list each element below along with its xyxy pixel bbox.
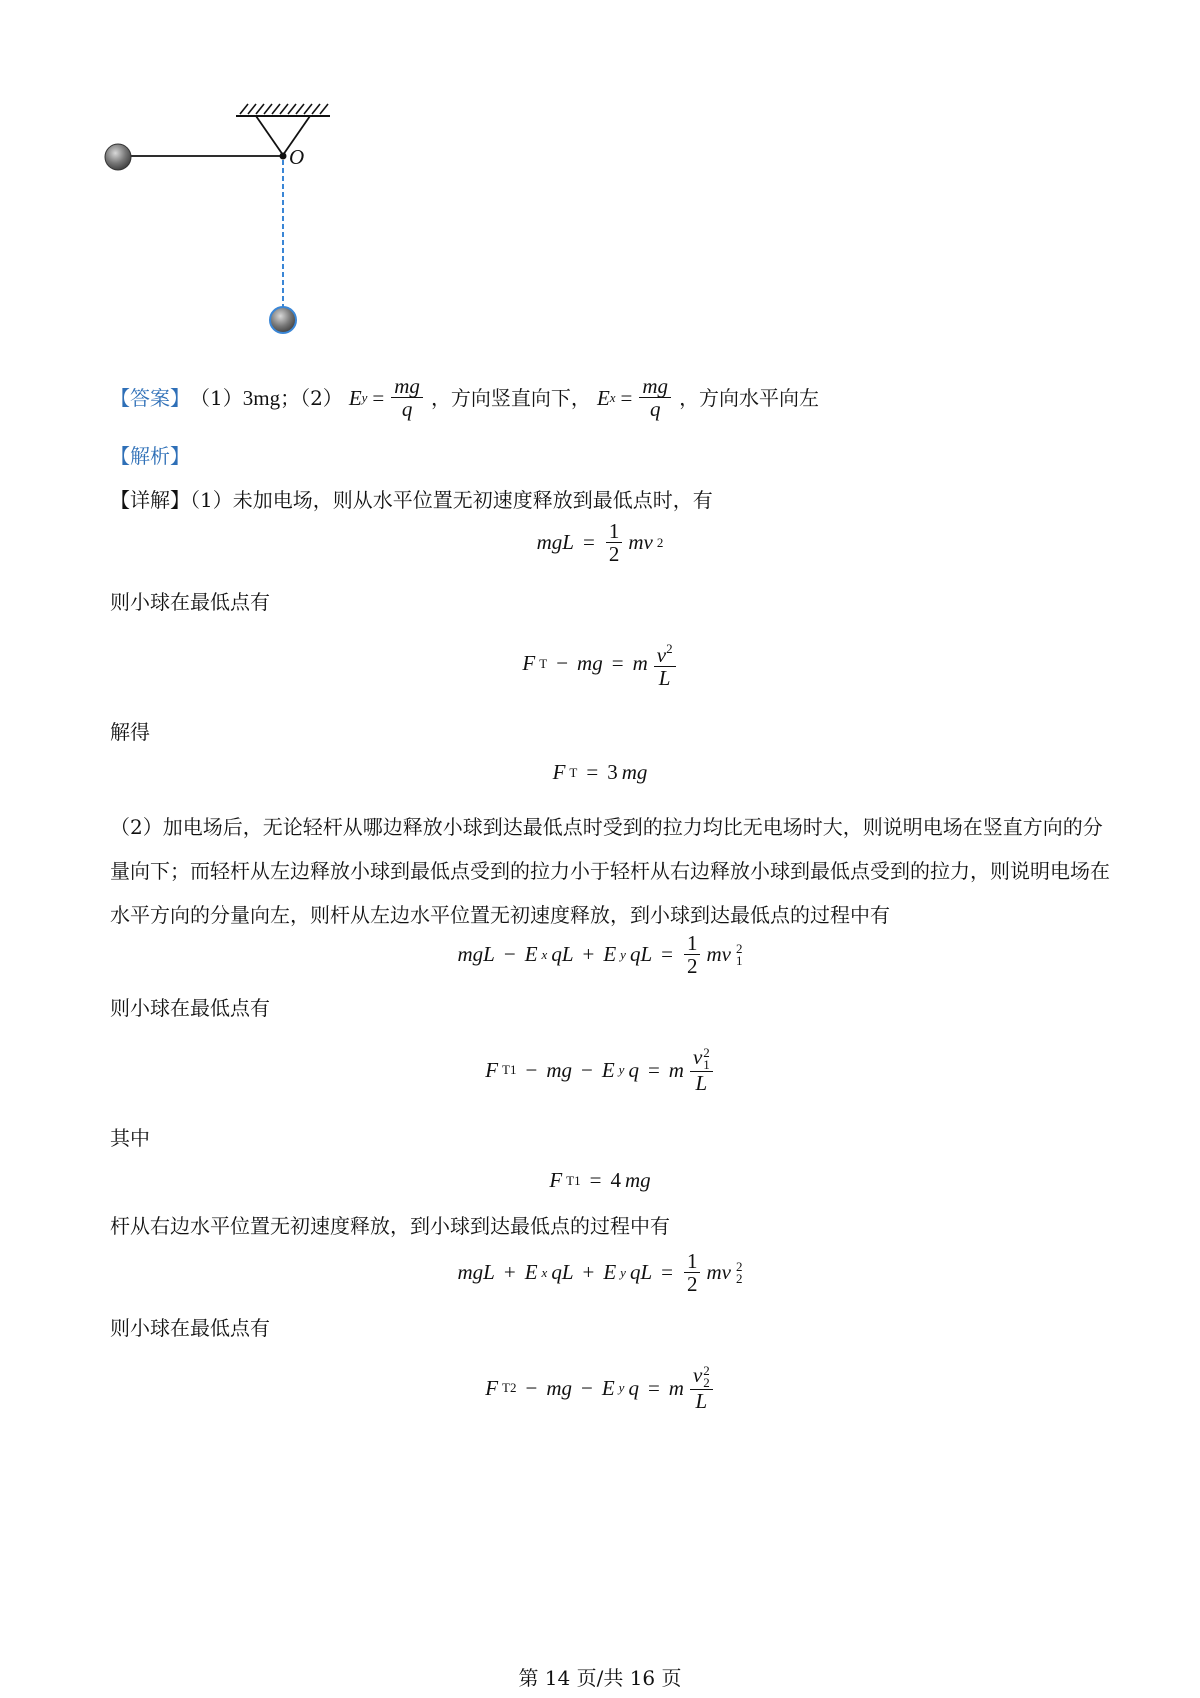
page-footer: 第 14 页/共 16 页: [518, 1666, 682, 1690]
detail-paragraph-3: 解得: [110, 720, 150, 744]
equation-result-1: F T = 3 mg: [552, 760, 648, 784]
equation-energy-2: mgL − E x qL + E y qL = $\frac{1}{2}$ mv 2 1: [457, 931, 743, 978]
answer-line: [110, 375, 1110, 420]
analysis-tag: 【解析】: [110, 444, 190, 468]
answer-separator: ；（2）: [280, 385, 343, 410]
answer-ex-direction: ，方向水平向左: [679, 385, 820, 410]
ball-left: [105, 144, 131, 170]
detail-p1-text: （1）未加电场，则从水平位置无初速度释放到最低点时，有: [190, 488, 713, 512]
equation-tension-1: F T − mg = m $\frac{v^2}{L}$: [0, 638, 1200, 689]
pendulum-diagram: [90, 90, 350, 350]
detail-paragraph-1: [110, 486, 1110, 514]
detail-tag: 【详解】: [110, 488, 190, 512]
equation-tension-2: F T1 − mg − E y q = m v 2 1 L: [0, 1046, 1200, 1094]
detail-paragraph-6: 其中: [110, 1126, 150, 1150]
equation-result-2: F T1 = 4 mg: [549, 1168, 651, 1192]
ceiling-support: [236, 104, 330, 155]
answer-tag: 【答案】: [110, 385, 190, 410]
answer-ey-formula: E y = $\frac{mg}{q}$: [349, 375, 425, 420]
pivot-label: O: [289, 145, 305, 169]
detail-paragraph-8: 则小球在最低点有: [110, 1316, 270, 1340]
equation-tension-3: F T2 − mg − E y q = m v 2 2 L: [0, 1364, 1200, 1412]
detail-paragraph-2: 则小球在最低点有: [110, 590, 270, 614]
answer-ey-direction: ，方向竖直向下，: [430, 385, 591, 410]
pivot-point: [280, 153, 287, 160]
answer-part1-prefix: （1）: [190, 385, 243, 410]
equation-energy-3: mgL + E x qL + E y qL = $\frac{1}{2}$ mv 2 2: [457, 1249, 743, 1296]
ball-bottom: [270, 307, 296, 333]
equation-energy-1: mgL = $\frac{1}{2}$ mv 2: [536, 519, 664, 566]
answer-part1-value: 3mg: [242, 385, 281, 410]
detail-paragraph-4: （2）加电场后，无论轻杆从哪边释放小球到达最低点时受到的拉力均比无电场时大，则说明电场在竖直方向的分量向下；而轻杆从左边释放小球到最低点受到的拉力小于轻杆从右边释放小球到最低点受到的拉力，则说明电场在水平方向的分量向左，则杆从左边水平位置无初速度释放，到小球到达最低点的过程中有: [110, 815, 1110, 927]
answer-ex-formula: E x = $\frac{mg}{q}$: [597, 375, 673, 420]
detail-paragraph-5: 则小球在最低点有: [110, 996, 270, 1020]
detail-paragraph-7: 杆从右边水平位置无初速度释放，到小球到达最低点的过程中有: [110, 1214, 670, 1238]
